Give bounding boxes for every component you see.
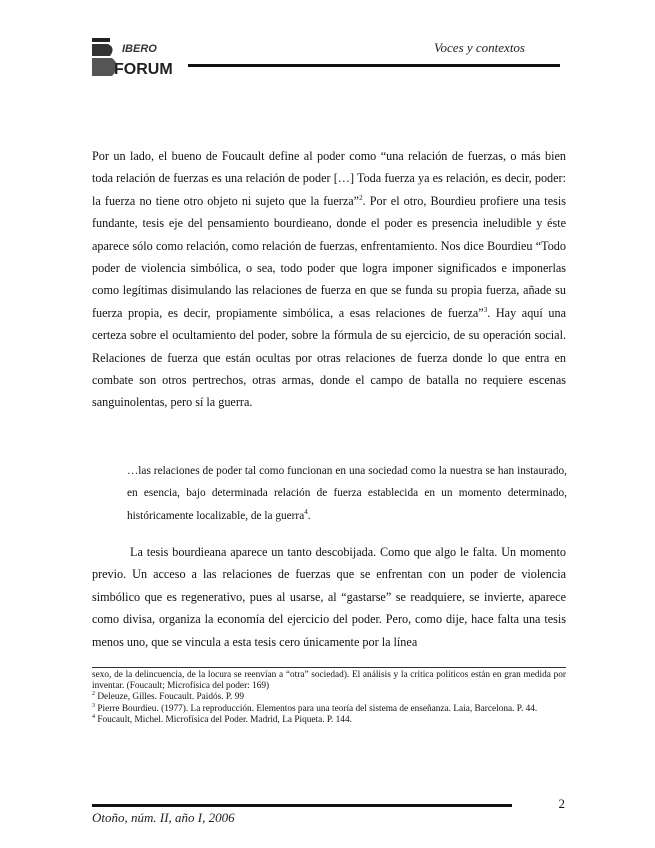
p1-part-c: . Hay aquí una certeza sobre el ocultamiento del poder, sobre la fórmula de su ejercicio, de su operación social. Relaciones de fuerza que están ocultas por otras relaciones de fuerza donde lo que entra en combate son otros pertrechos, otras armas, donde el campo de batalla no requiere escenas sanguinolentas, pero sí la guerra. [92, 305, 566, 410]
paragraph-1 [92, 145, 566, 414]
footer-issue-text: Otoño, núm. II, año I, 2006 [92, 810, 235, 825]
p1-part-a: Por un lado, el bueno de Foucault define al poder como “una relación de fuerzas, o más bien toda relación de fuerzas es una relación de poder […] Toda fuerza ya es relación, es decir, poder: la fuerza no tiene otro objeto ni sujeto que la fuerza” [92, 149, 566, 208]
header-title: Voces y contextos [434, 40, 525, 55]
logo-graphic [92, 38, 192, 78]
page-number: 2 [558, 796, 565, 811]
footnotes [92, 670, 566, 726]
footnote-3-text: Pierre Bourdieu. (1977). La reproducción. Elementos para una teoría del sistema de enseñanza. Laia, Barcelona. P. 44. [97, 703, 538, 714]
header-rule [188, 64, 560, 67]
footnote-2-text: Deleuze, Gilles. Foucault. Paidós. P. 99 [97, 692, 244, 703]
footnote-ref-4[interactable]: 4 [304, 508, 308, 517]
footnote-continuation: sexo, de la delincuencia, de la locura se reenvían a “otra” sociedad). El análisis y la crítica políticos están en gran medida por inventar. (Foucault; Microfísica del poder: 169) [92, 670, 566, 692]
footnote-rule [92, 667, 566, 668]
ibero-forum-logo [92, 38, 192, 78]
logo-text-top: IBERO [122, 43, 157, 55]
footnote-2-number: 2 [92, 691, 95, 698]
footnote-ref-3[interactable]: 3 [483, 305, 488, 314]
logo-text-bottom: FORUM [114, 61, 173, 78]
footer-rule [92, 804, 512, 807]
footnote-4 [92, 715, 566, 726]
block-quote [127, 460, 567, 527]
quote-text: …las relaciones de poder tal como funcionan en una sociedad como la nuestra se han instaurado, en esencia, bajo determinada relación de fuerza establecida en un momento determinado, históricamente localizable, de la guerra [127, 465, 567, 522]
paragraph-2: La tesis bourdieana aparece un tanto descobijada. Como que algo le falta. Un momento previo. Un acceso a las relaciones de fuerzas que se enfrentan con un poder de violencia simbólico que es regenerativo, pues al usarse, al “gastarse” se readquiere, se invierte, aparece como divisa, organiza la economía del ejercicio del poder. Pero, como dije, hace falta una tesis menos uno, que se vincula a esta tesis cero únicamente por la línea [92, 545, 566, 649]
p1-part-b: . Por el otro, Bourdieu profiere una tesis fundante, tesis eje del pensamiento bourdieano, donde el poder es presencia ineludible y éste aparece sólo como relación, como relación de fuerzas, enfrentamiento. Nos dice Bourdieu “Todo poder de violencia simbólica, o sea, todo poder que logra imponer significados e imponerlas como legítimas disimulando las relaciones de fuerza en que se funda su propia fuerza, añade su fuerza propia, es decir, propiamente simbólica, a esas relaciones de fuerza” [92, 193, 566, 320]
footnote-3 [92, 704, 566, 715]
footnote-ref-2[interactable]: 2 [359, 193, 363, 202]
footnote-4-number: 4 [92, 713, 95, 720]
footnote-2 [92, 692, 566, 703]
footnote-4-text: Foucault, Michel. Microfísica del Poder. Madrid, La Piqueta. P. 144. [97, 714, 352, 725]
footnote-3-number: 3 [92, 702, 95, 709]
quote-end: . [307, 509, 311, 522]
